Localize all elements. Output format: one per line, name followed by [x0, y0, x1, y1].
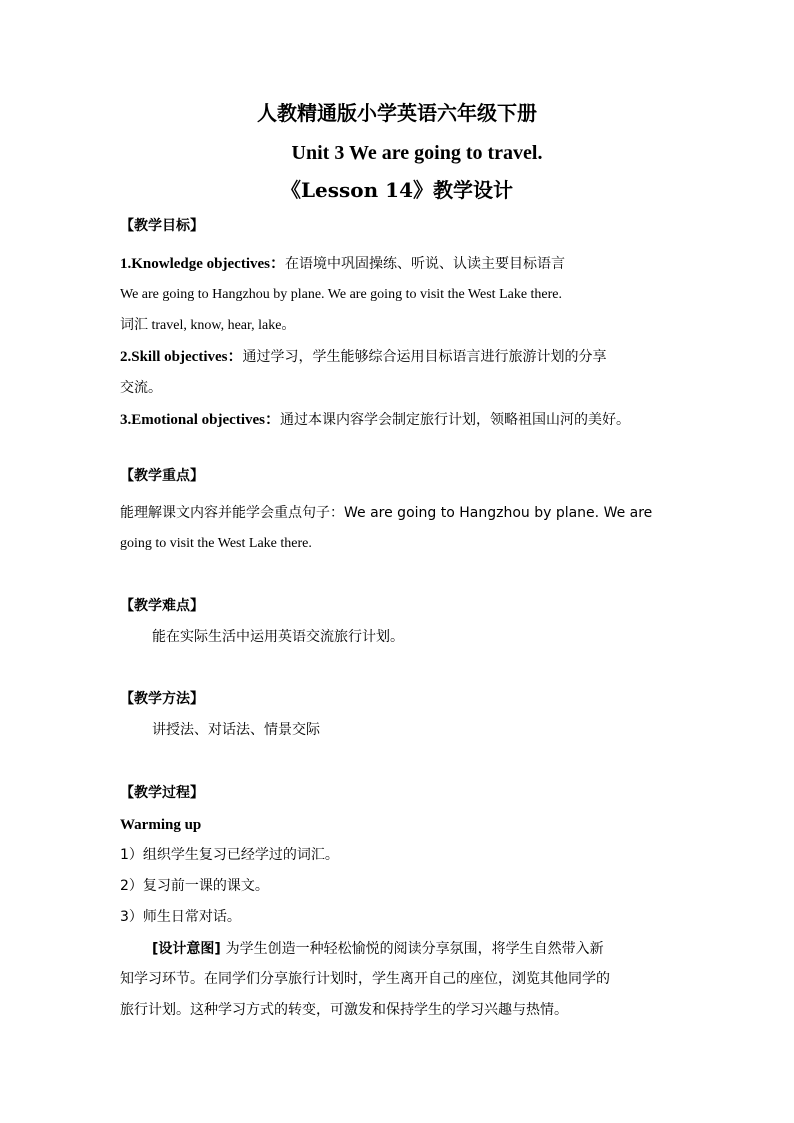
design-intent-label: [设计意图] [152, 941, 221, 957]
warmup-label: Warming up [120, 817, 202, 833]
process-step-3: 3）师生日常对话。 [120, 909, 241, 925]
difficulties-heading: 【教学难点】 [120, 598, 204, 614]
methods-text: 讲授法、对话法、情景交际 [152, 722, 320, 738]
objectives-heading: 【教学目标】 [120, 218, 204, 234]
design-intent-cont2: 旅行计划。这种学习方式的转变，可激发和保持学生的学习兴趣与热情。 [120, 1002, 568, 1018]
design-intent [152, 938, 604, 959]
methods-heading: 【教学方法】 [120, 691, 204, 707]
emotional-objective [120, 409, 630, 430]
knowledge-vocab: 词汇 travel, know, hear, lake。 [120, 318, 296, 333]
lesson-title: 《Lesson 14》教学设计 [281, 178, 513, 202]
key-points-line2: going to visit the West Lake there. [120, 536, 312, 551]
unit-title: Unit 3 We are going to travel. [291, 142, 543, 164]
skill-text: 通过学习，学生能够综合运用目标语言进行旅游计划的分享 [242, 349, 607, 365]
knowledge-text: 在语境中巩固操练、听说、认读主要目标语言 [284, 256, 565, 272]
difficulties-text: 能在实际生活中运用英语交流旅行计划。 [152, 629, 404, 645]
design-intent-text: 为学生创造一种轻松愉悦的阅读分享氛围，将学生自然带入新 [225, 941, 604, 957]
skill-objective [120, 346, 607, 367]
design-intent-cont1: 知学习环节。在同学们分享旅行计划时，学生离开自己的座位，浏览其他同学的 [120, 971, 610, 987]
key-points-heading: 【教学重点】 [120, 468, 204, 484]
emotional-label: 3.Emotional objectives： [120, 412, 280, 428]
process-step-1: 1）组织学生复习已经学过的词汇。 [120, 847, 339, 863]
knowledge-objective [120, 253, 565, 274]
process-step-2: 2）复习前一课的课文。 [120, 878, 269, 894]
knowledge-label: 1.Knowledge objectives： [120, 256, 285, 272]
key-points-line1: 能理解课文内容并能学会重点句子：We are going to Hangzhou by plane. We are [120, 505, 653, 521]
skill-text-cont: 交流。 [120, 380, 162, 396]
process-heading: 【教学过程】 [120, 785, 204, 801]
emotional-text: 通过本课内容学会制定旅行计划，领略祖国山河的美好。 [279, 412, 630, 428]
document-title: 人教精通版小学英语六年级下册 [257, 101, 537, 125]
knowledge-sentence: We are going to Hangzhou by plane. We are going to visit the West Lake there. [120, 287, 563, 302]
skill-label: 2.Skill objectives： [120, 349, 243, 365]
